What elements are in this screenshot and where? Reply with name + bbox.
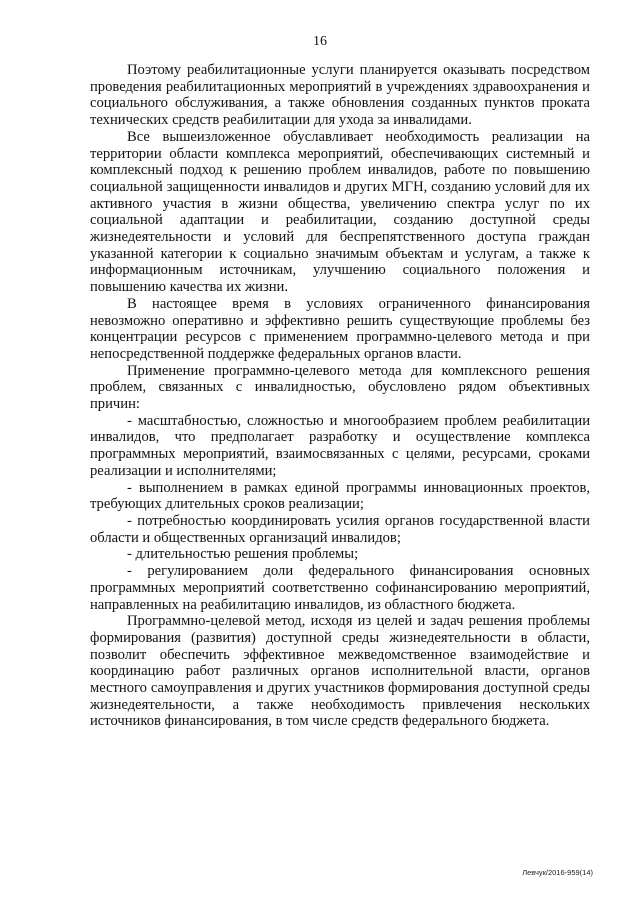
document-body: [90, 62, 590, 730]
paragraph-program-method-reasons: Применение программно-целевого метода для комплексного решения проблем, связанных с инвалидностью, обусловлено рядом объективных причин:: [90, 362, 590, 413]
list-item-scale: - масштабностью, сложностью и многообразием проблем реабилитации инвалидов, что предполагает разработку и осуществление комплекса программных мероприятий, взаимосвязанных с целями, ресурсами, сроками реализации и исполнителями;: [90, 412, 590, 479]
list-item-federal-funding: - регулированием доли федерального финансирования основных программных мероприятий соответственно софинансированию мероприятий, направленных на реабилитацию инвалидов, из областного бюджета.: [90, 563, 590, 613]
document-code: Левчук/2016-959(14): [522, 868, 593, 877]
paragraph-limited-funding: В настоящее время в условиях ограниченного финансирования невозможно оперативно и эффективно решить существующие проблемы без концентрации ресурсов с применением программно-целевого метода и при непосредственной поддержке федеральных органов власти.: [90, 295, 590, 362]
list-item-duration: - длительностью решения проблемы;: [127, 546, 359, 563]
list-item-coordination: - потребностью координировать усилия органов государственной власти области и общественных организаций инвалидов;: [90, 512, 590, 546]
list-item-innovative-projects: - выполнением в рамках единой программы инновационных проектов, требующих длительных сроков реализации;: [90, 479, 590, 513]
paragraph-program-method-benefits: Программно-целевой метод, исходя из целей и задач решения проблемы формирования (развития) доступной среды жизнедеятельности в области, позволит обеспечить эффективное межведомственное взаимодействие и координацию работ различных органов исполнительной власти, органов местного самоуправления и других участников формирования доступной среды жизнедеятельности, а также необходимость привлечения нескольких источников финансирования, в том числе средств федерального бюджета.: [90, 613, 590, 730]
paragraph-rehab-services: Поэтому реабилитационные услуги планируется оказывать посредством проведения реабилитационных мероприятий в учреждениях здравоохранения и социального обслуживания, а также обновления созданных пунктов проката технических средств реабилитации для ухода за инвалидами.: [90, 62, 590, 129]
paragraph-necessity: Все вышеизложенное обуславливает необходимость реализации на территории области комплекса мероприятий, обеспечивающих системный и комплексный подход к решению проблем инвалидов, работе по повышению социальной защищенности инвалидов и других МГН, созданию условий для их активного участия в жизни общества, увеличению спектра услуг по их социальной адаптации и реабилитации, созданию доступной среды жизнедеятельности и условий для беспрепятственного доступа граждан указанной категории к социально значимым объектам и услугам, а также к информационным источникам, улучшению социального положения и повышению качества их жизни.: [90, 128, 590, 296]
page-number: 16: [313, 34, 327, 49]
